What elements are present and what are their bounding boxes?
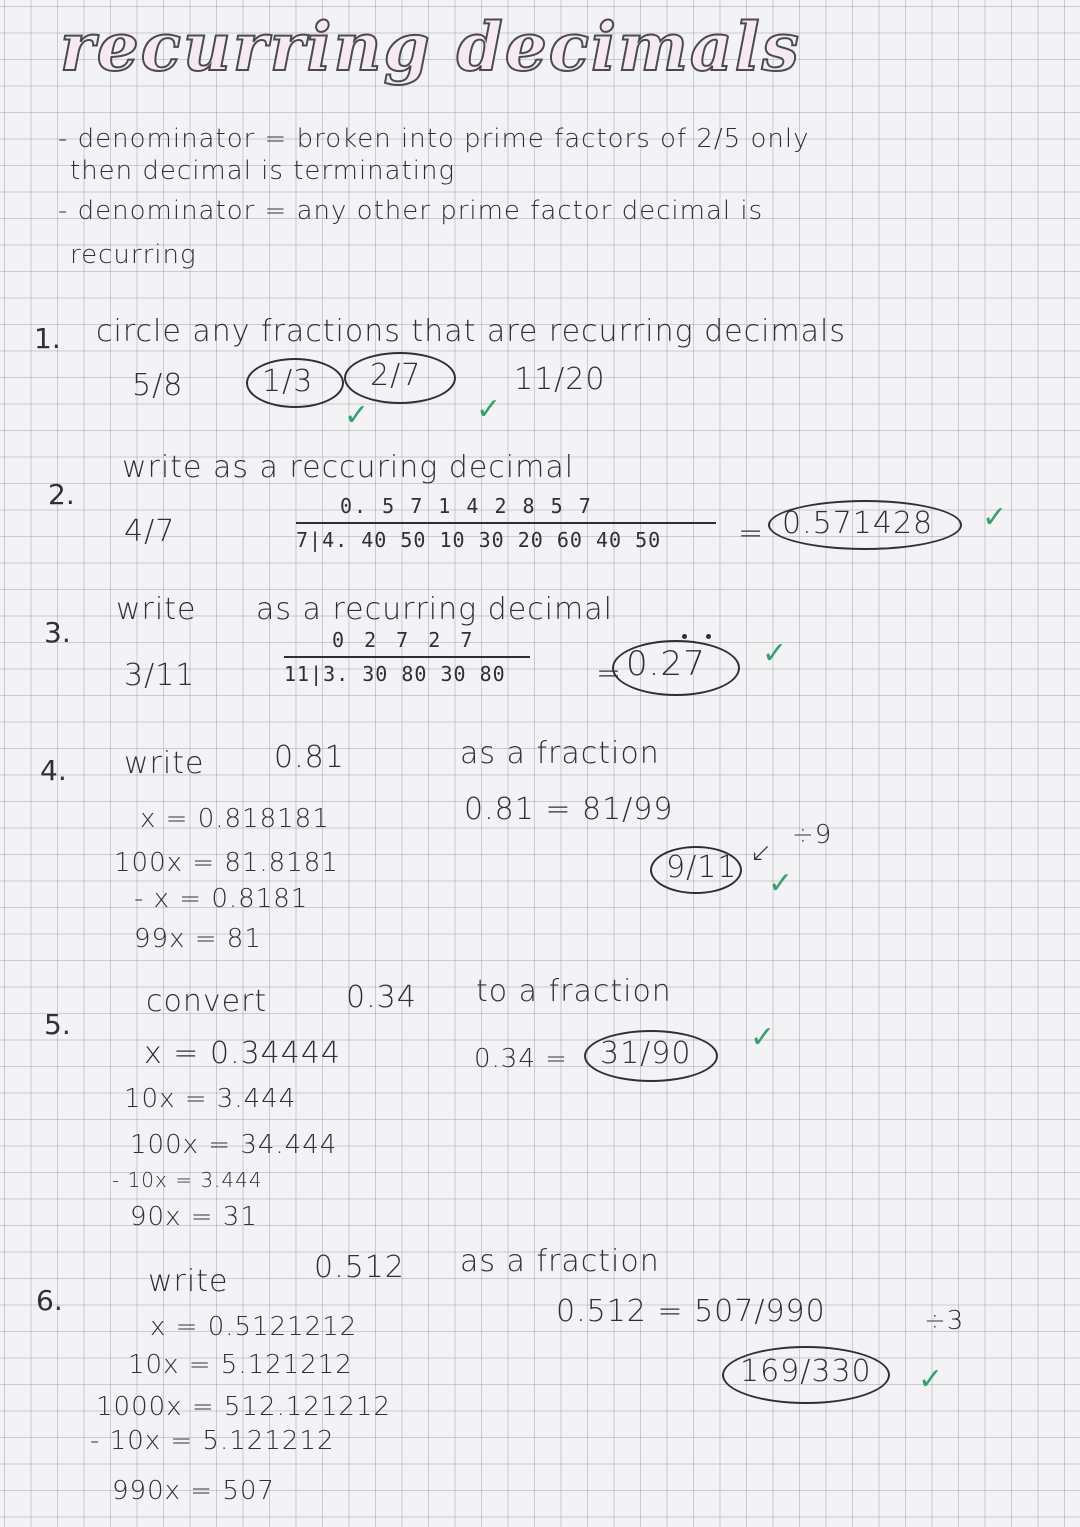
q6-divide-note: ÷3 [924,1306,965,1336]
q3-prompt-b: as a recurring decimal [256,592,613,627]
q5-answer: 31/90 [600,1036,692,1071]
q6-working-3: 1000x = 512.121212 [96,1392,392,1422]
q6-working-2: 10x = 5.121212 [128,1350,353,1380]
q6-working-1: x = 0.5121212 [150,1312,358,1342]
arrow-icon: ↙ [750,838,773,868]
q2-prompt: write as a reccuring decimal [122,450,575,485]
q5-number: 5. [44,1008,71,1041]
q2-answer: 0.571428 [782,506,934,541]
q3-prompt-a: write [116,592,197,627]
q6-prompt-b: as a fraction [460,1244,660,1279]
q5-working-5: 90x = 31 [130,1202,258,1232]
equals-sign: = [596,656,623,691]
q2-number: 2. [48,478,75,511]
q3-answer: 0.27 [626,644,706,684]
q5-working-2: 10x = 3.444 [124,1084,297,1114]
tick-icon: ✓ [982,500,1008,535]
note-line-4: recurring [70,240,197,270]
q3-quotient: 0 2 7 2 7 [332,628,477,652]
recurring-dot [706,634,711,639]
q2-fraction: 4/7 [124,514,176,549]
q2-quotient: 0. 5 7 1 4 2 8 5 7 [340,494,593,518]
q3-fraction: 3/11 [124,658,196,693]
tick-icon: ✓ [768,866,794,901]
q4-answer: 9/11 [666,850,738,885]
q1-fraction-3: 2/7 [370,358,422,393]
q4-decimal: 0.81 [274,740,345,775]
note-line-2: then decimal is terminating [70,156,456,186]
tick-icon: ✓ [344,398,370,433]
q3-number: 3. [44,616,71,649]
q5-decimal: 0.34 [346,980,417,1015]
tick-icon: ✓ [762,636,788,671]
q2-division: 7|4. 40 50 10 30 20 60 40 50 [296,522,716,552]
q1-fraction-4: 11/20 [514,362,606,397]
page-title: recurring decimals [60,8,801,86]
tick-icon: ✓ [476,392,502,427]
q3-division: 11|3. 30 80 30 80 [284,656,530,686]
q1-prompt: circle any fractions that are recurring decimals [96,314,847,349]
q5-working-4: - 10x = 3.444 [112,1168,263,1192]
q4-working-4: 99x = 81 [134,924,262,954]
q1-number: 1. [34,322,61,355]
q4-number: 4. [40,754,67,787]
note-line-1: - denominator = broken into prime factors of 2/5 only [58,124,810,154]
q5-prompt-b: to a fraction [476,974,672,1009]
q1-fraction-1: 5/8 [132,368,184,403]
q4-result-line: 0.81 = 81/99 [464,792,674,827]
q5-working-1: x = 0.34444 [144,1036,342,1071]
q5-prompt-a: convert [146,984,268,1019]
q6-answer: 169/330 [740,1354,872,1389]
q6-result-line: 0.512 = 507/990 [556,1294,826,1329]
q6-decimal: 0.512 [314,1250,405,1285]
recurring-dot [682,634,687,639]
q4-working-2: 100x = 81.8181 [114,848,339,878]
q1-fraction-2: 1/3 [262,364,314,399]
q4-divide-note: ÷9 [792,820,833,850]
q6-working-5: 990x = 507 [112,1476,275,1506]
tick-icon: ✓ [918,1362,944,1397]
q4-working-3: - x = 0.8181 [134,884,309,914]
q4-prompt-a: write [124,746,205,781]
q5-working-3: 100x = 34.444 [130,1130,338,1160]
note-line-3: - denominator = any other prime factor decimal is [58,196,764,226]
q5-result-prefix: 0.34 = [474,1044,568,1074]
q4-prompt-b: as a fraction [460,736,660,771]
q6-working-4: - 10x = 5.121212 [90,1426,335,1456]
equals-sign: = [738,516,765,551]
q6-prompt-a: write [148,1264,229,1299]
tick-icon: ✓ [750,1020,776,1055]
q4-working-1: x = 0.818181 [140,804,330,834]
q6-number: 6. [36,1284,63,1317]
